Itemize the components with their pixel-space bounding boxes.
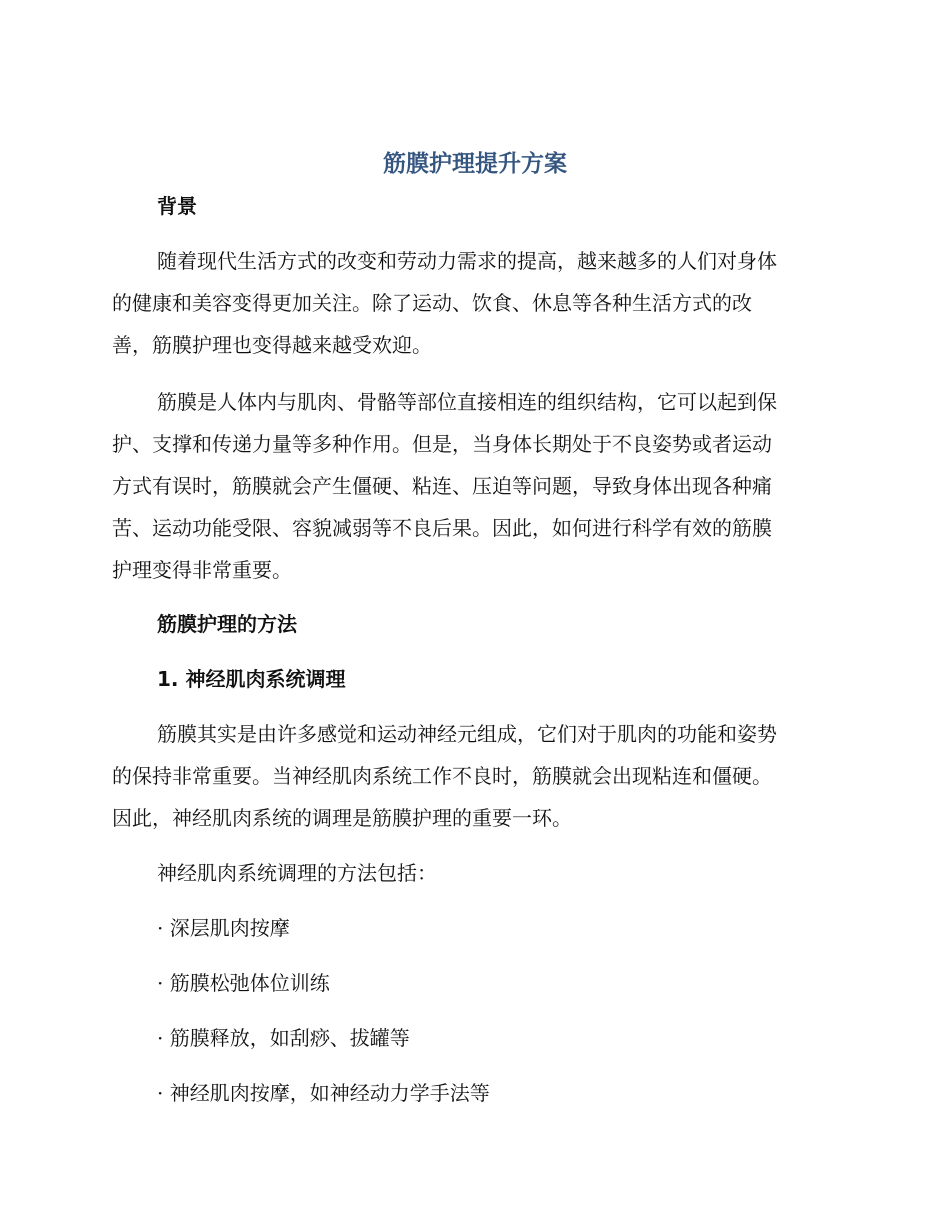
subsection-heading-1: 1. 神经肌肉系统调理 [157, 667, 346, 691]
neuromuscular-paragraph [112, 713, 832, 839]
list-item: · 神经肌肉按摩，如神经动力学手法等 [157, 1081, 490, 1105]
paragraph-line: 筋膜其实是由许多感觉和运动神经元组成，它们对于肌肉的功能和姿势 [157, 722, 777, 746]
list-item: · 筋膜松弛体位训练 [157, 971, 330, 995]
document-title: 筋膜护理提升方案 [383, 151, 567, 177]
background-paragraph-1 [112, 240, 832, 366]
paragraph-line: 的健康和美容变得更加关注。除了运动、饮食、休息等各种生活方式的改 [112, 291, 752, 315]
background-paragraph-2 [112, 381, 832, 591]
paragraph-line: 护、支撑和传递力量等多种作用。但是，当身体长期处于不良姿势或者运动 [112, 432, 772, 456]
paragraph-line: 护理变得非常重要。 [112, 558, 292, 582]
list-item: · 深层肌肉按摩 [157, 916, 290, 940]
methods-intro: 神经肌肉系统调理的方法包括： [157, 861, 437, 885]
methods-heading: 筋膜护理的方法 [157, 612, 297, 636]
paragraph-line: 的保持非常重要。当神经肌肉系统工作不良时，筋膜就会出现粘连和僵硬。 [112, 764, 772, 788]
paragraph-line: 善，筋膜护理也变得越来越受欢迎。 [112, 333, 432, 357]
paragraph-line: 筋膜是人体内与肌肉、骨骼等部位直接相连的组织结构，它可以起到保 [157, 390, 777, 414]
paragraph-line: 苦、运动功能受限、容貌减弱等不良后果。因此，如何进行科学有效的筋膜 [112, 516, 772, 540]
paragraph-line: 因此，神经肌肉系统的调理是筋膜护理的重要一环。 [112, 806, 572, 830]
paragraph-line: 随着现代生活方式的改变和劳动力需求的提高，越来越多的人们对身体 [157, 249, 777, 273]
background-heading: 背景 [157, 194, 197, 218]
list-item: · 筋膜释放，如刮痧、拔罐等 [157, 1026, 410, 1050]
paragraph-line: 方式有误时，筋膜就会产生僵硬、粘连、压迫等问题，导致身体出现各种痛 [112, 474, 772, 498]
